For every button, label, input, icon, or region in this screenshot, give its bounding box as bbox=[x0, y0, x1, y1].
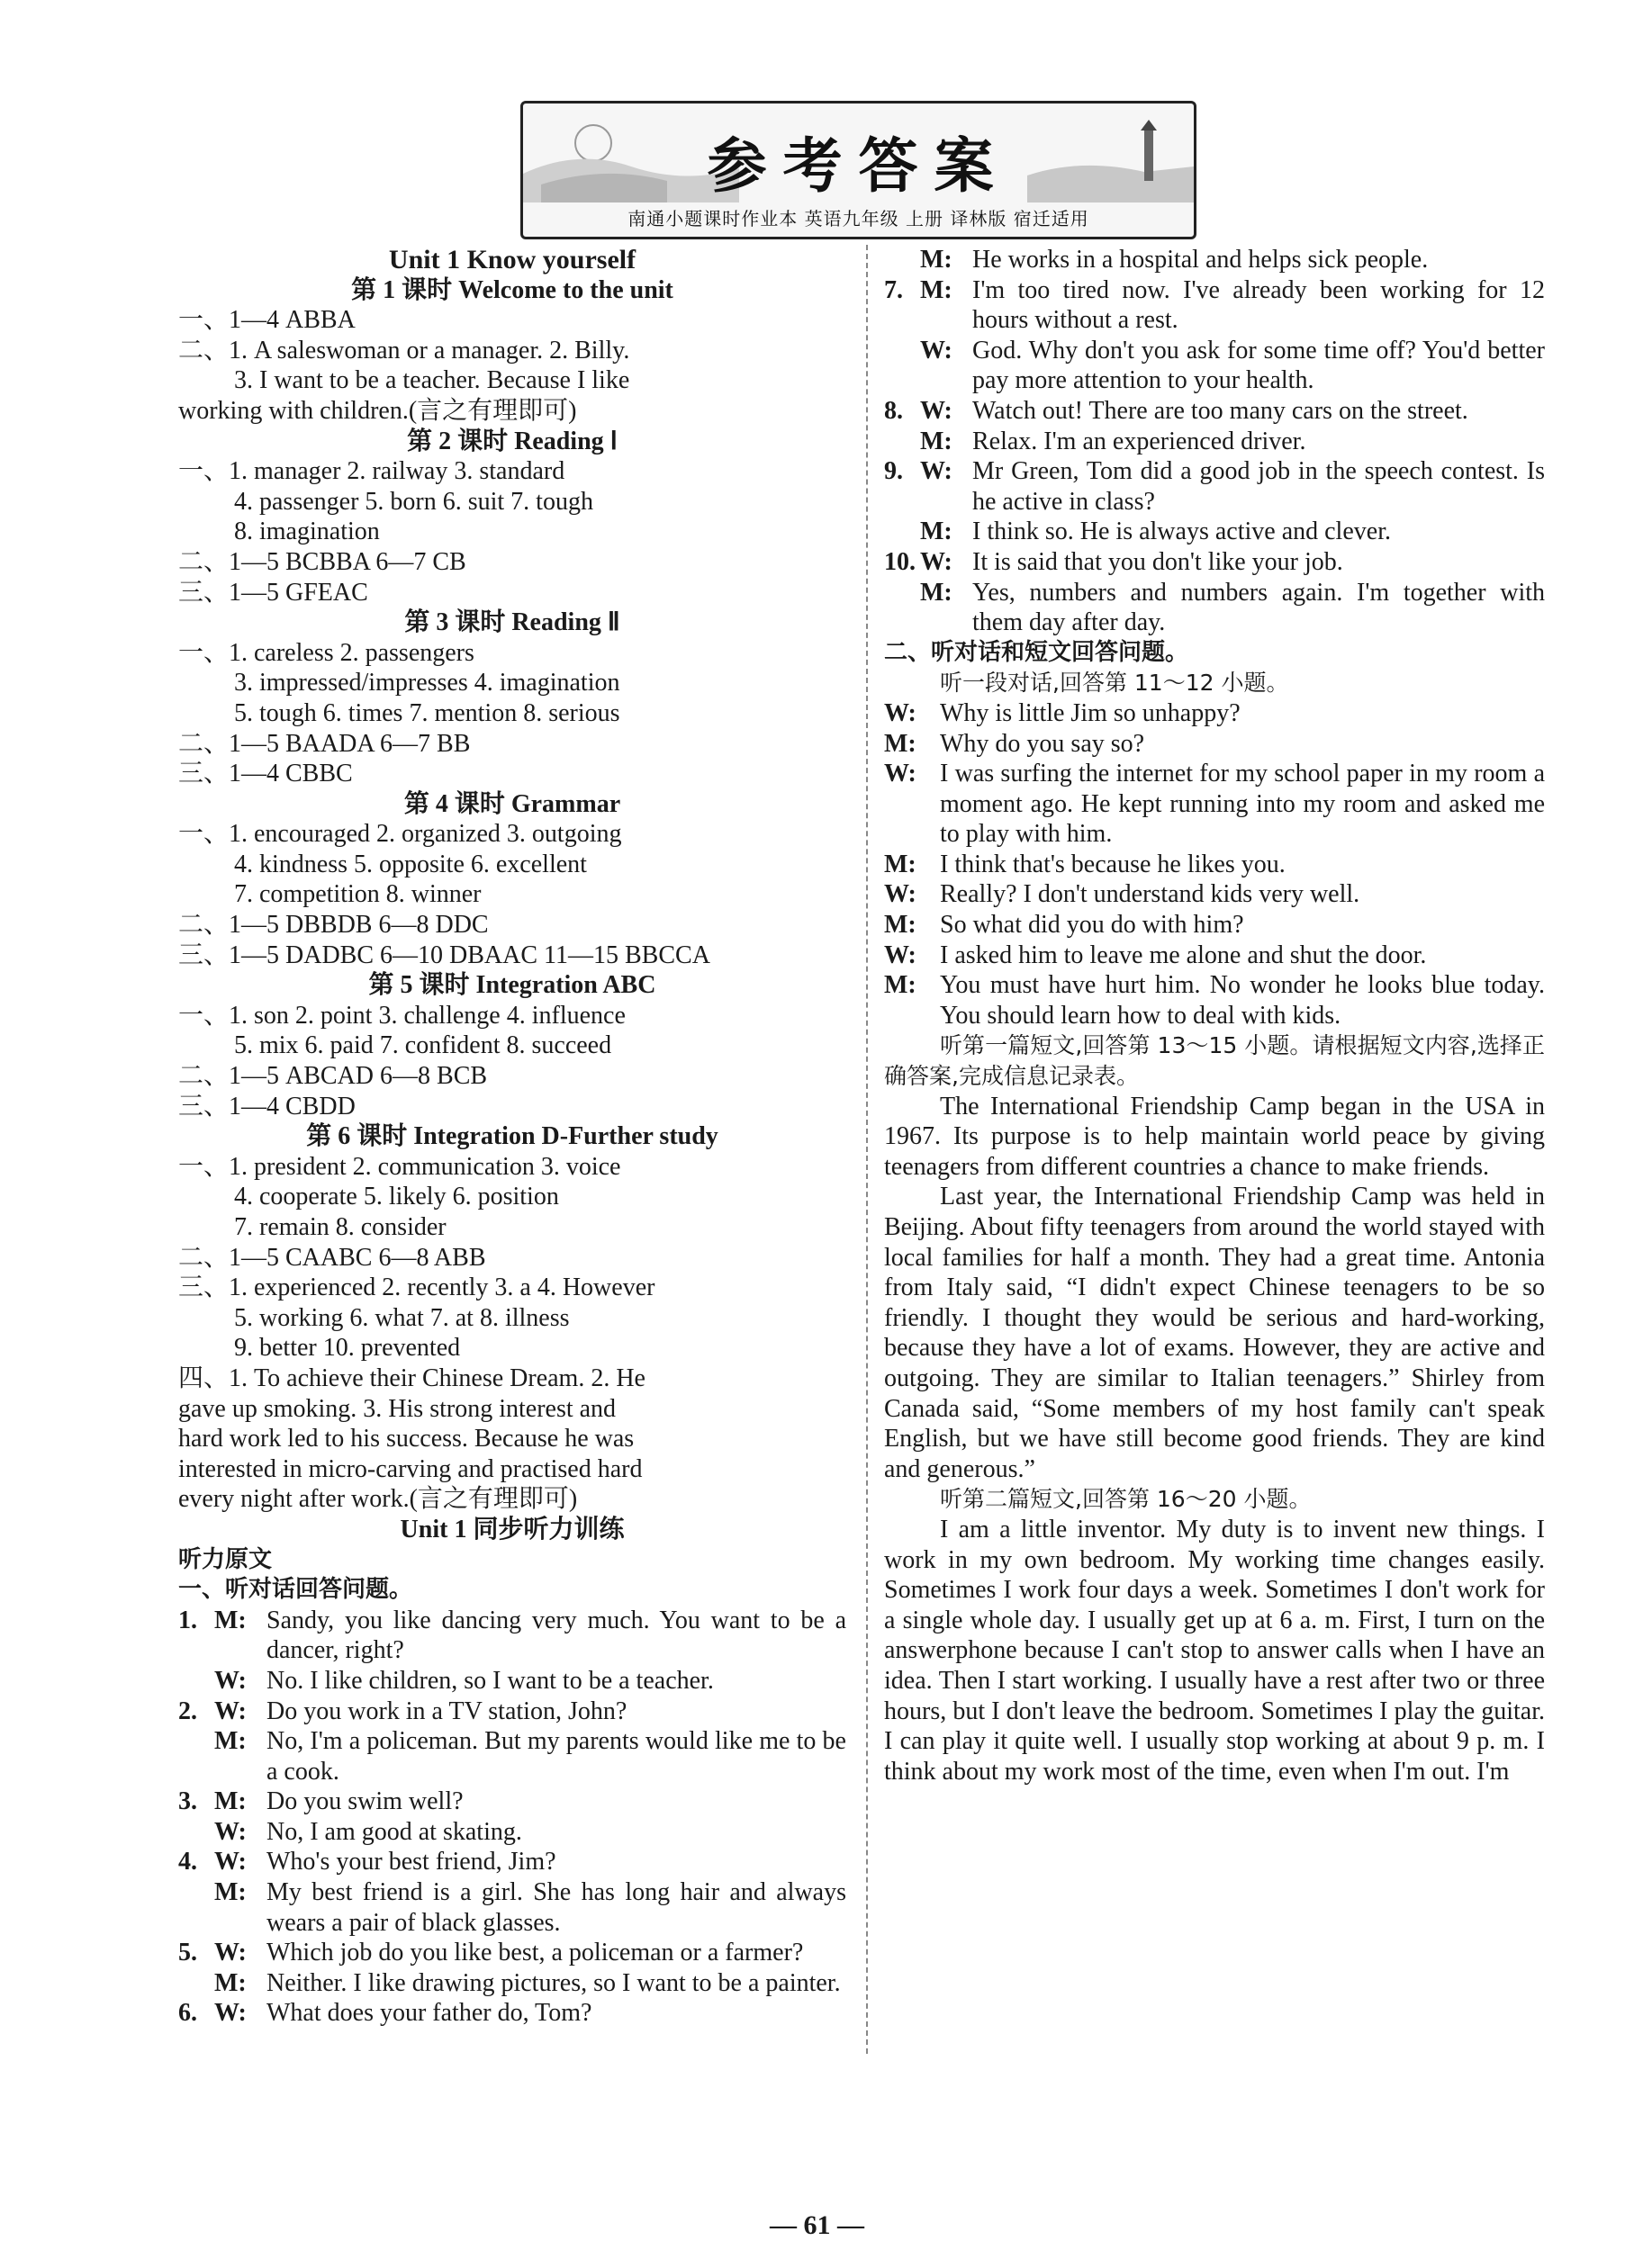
lesson-title: 第 1 课时 Welcome to the unit bbox=[351, 275, 673, 304]
answer-line: 一、1—4 ABBA bbox=[178, 306, 356, 335]
answer-line: 4. passenger 5. born 6. suit 7. tough bbox=[234, 487, 593, 516]
answer-line: 5. tough 6. times 7. mention 8. serious bbox=[234, 698, 620, 727]
answer-line: 4. cooperate 5. likely 6. position bbox=[234, 1183, 559, 1211]
instruction: 听第一篇短文,回答第 13～15 小题。请根据短文内容,选择正确答案,完成信息记录表。 bbox=[884, 1032, 1545, 1090]
answer-line: 二、1—5 BCBBA 6—7 CB bbox=[178, 547, 466, 576]
answer-line: every night after work.(言之有理即可) bbox=[178, 1485, 578, 1514]
answer-line: 7. competition 8. winner bbox=[234, 880, 482, 909]
lesson-title: 第 6 课时 Integration D-Further study bbox=[306, 1122, 718, 1151]
answer-line: 三、1—4 CBBC bbox=[178, 760, 353, 788]
answer-line: 三、1. experienced 2. recently 3. a 4. However bbox=[178, 1274, 655, 1302]
answer-line: 二、1. A saleswoman or a manager. 2. Billy. bbox=[178, 336, 630, 364]
answer-line: 4. kindness 5. opposite 6. excellent bbox=[234, 850, 587, 878]
book-subtitle: 南通小题课时作业本 英语九年级 上册 译林版 宿迁适用 bbox=[627, 208, 1089, 230]
page-number: — 61 — bbox=[770, 2210, 864, 2240]
answer-line: 三、1—5 GFEAC bbox=[178, 578, 368, 607]
answer-line: 二、1—5 DBBDB 6—8 DDC bbox=[178, 911, 489, 940]
dialog-line: 8. W: Watch out! There are too many cars on the street. bbox=[884, 396, 1468, 425]
dialog-line: 1. M: Sandy, you like dancing very much. You want to be a dancer, right? bbox=[178, 1606, 846, 1665]
section-heading: 二、听对话和短文回答问题。 bbox=[884, 638, 1189, 666]
answer-line: 四、1. To achieve their Chinese Dream. 2. He bbox=[178, 1364, 645, 1392]
answer-line: 5. working 6. what 7. at 8. illness bbox=[234, 1303, 570, 1332]
dialog-line: 9. W: Mr Green, Tom did a good job in the speech contest. Is he active in class? bbox=[884, 457, 1545, 516]
dialog-line: M: My best friend is a girl. She has long hair and always wears a pair of black glasses. bbox=[214, 1878, 846, 1937]
dialog-line: M: Neither. I like drawing pictures, so I want to be a painter. bbox=[214, 1968, 841, 1997]
passage-paragraph: Last year, the International Friendship Camp was held in Beijing. About fifty teenagers from around the world stayed with local families for half a month. They had a great time. Antonia from Italy said, “I didn't expect Chinese teenagers to be so friendly. I thought they would be serious and hard-working, because they have a lot of exams. However, they are active and outgoing. They are similar to Italian teenagers.” Shirley from Canada said, “Some members of my host family can't speak English, but we have still become good friends. They are kind and generous.” bbox=[884, 1183, 1545, 1483]
conversation-line: M: I think that's because he likes you. bbox=[884, 850, 1286, 878]
dialog-line: M: He works in a hospital and helps sick people. bbox=[920, 246, 1429, 274]
dialog-line: 10. W: It is said that you don't like your job. bbox=[884, 547, 1343, 576]
lesson-title: 第 4 课时 Grammar bbox=[403, 789, 621, 818]
dialog-line: M: Yes, numbers and numbers again. I'm together with them day after day. bbox=[920, 578, 1545, 637]
answer-line: 一、1. manager 2. railway 3. standard bbox=[178, 457, 565, 486]
answer-line: 二、1—5 CAABC 6—8 ABB bbox=[178, 1243, 486, 1272]
dialog-line: 7. M: I'm too tired now. I've already been working for 12 hours without a rest. bbox=[884, 275, 1545, 335]
dialog-line: M: I think so. He is always active and clever. bbox=[920, 518, 1391, 546]
conversation-line: M: You must have hurt him. No wonder he looks blue today. You should learn how to deal with kids. bbox=[884, 971, 1545, 1030]
dialog-line: M: No, I'm a policeman. But my parents would like me to be a cook. bbox=[214, 1727, 846, 1786]
answer-line: hard work led to his success. Because he was bbox=[178, 1425, 635, 1454]
conversation-line: W: I was surfing the internet for my school paper in my room a moment ago. He kept running into my room and asked me to play with him. bbox=[884, 760, 1545, 849]
listening-heading: 听力原文 bbox=[178, 1545, 273, 1573]
answer-line: 二、1—5 ABCAD 6—8 BCB bbox=[178, 1062, 488, 1091]
header-banner bbox=[520, 101, 1196, 239]
section-heading: 一、听对话回答问题。 bbox=[178, 1576, 413, 1604]
answer-line: 一、1. son 2. point 3. challenge 4. influence bbox=[178, 1001, 626, 1030]
page-title: 参考答案 bbox=[707, 131, 1010, 201]
lesson-title: 第 5 课时 Integration ABC bbox=[368, 971, 656, 1000]
answer-line: 三、1—4 CBDD bbox=[178, 1092, 356, 1120]
answer-line: 三、1—5 DADBC 6—10 DBAAC 11—15 BBCCA bbox=[178, 940, 710, 969]
answer-line: gave up smoking. 3. His strong interest and bbox=[178, 1394, 617, 1423]
dialog-line: 2. W: Do you work in a TV station, John? bbox=[178, 1696, 627, 1725]
dialog-line: W: No. I like children, so I want to be a teacher. bbox=[214, 1666, 714, 1695]
dialog-line: 6. W: What does your father do, Tom? bbox=[178, 1999, 592, 2028]
answer-line: 5. mix 6. paid 7. confident 8. succeed bbox=[234, 1031, 612, 1060]
left-column bbox=[178, 245, 846, 2029]
dialog-line: 5. W: Which job do you like best, a policeman or a farmer? bbox=[178, 1939, 804, 1967]
lesson-title: 第 3 课时 Reading Ⅱ bbox=[404, 608, 620, 637]
conversation-line: W: Really? I don't understand kids very well. bbox=[884, 880, 1360, 909]
answer-line: 一、1. careless 2. passengers bbox=[178, 638, 474, 667]
passage-paragraph: I am a little inventor. My duty is to invent new things. I work in my own bedroom. My working time changes easily. Sometimes I work four days a week. Sometimes I don't work for a single whole day. I usually get up at 6 a. m. First, I turn on the answerphone because I can't stop to answer calls when I have an idea. Then I start working. I usually have a rest after two or three hours, but I don't leave the bedroom. Sometimes I play the guitar. I can play it quite well. I usually stop working at about 9 p. m. I think about my work most of the time, even when I'm out. I'm bbox=[884, 1515, 1545, 1786]
dialog-line: M: Relax. I'm an experienced driver. bbox=[920, 427, 1306, 455]
right-column bbox=[884, 245, 1545, 1786]
sync-listening-title: Unit 1 同步听力训练 bbox=[400, 1515, 625, 1544]
answer-line: 3. impressed/impresses 4. imagination bbox=[234, 669, 620, 698]
conversation-line: W: Why is little Jim so unhappy? bbox=[884, 698, 1241, 727]
column-divider bbox=[866, 245, 868, 2054]
conversation-line: M: So what did you do with him? bbox=[884, 911, 1244, 940]
answer-line: interested in micro-carving and practised hard bbox=[178, 1454, 643, 1483]
unit-title: Unit 1 Know yourself bbox=[388, 245, 636, 274]
answer-line: 一、1. president 2. communication 3. voice bbox=[178, 1152, 621, 1181]
answer-line: 二、1—5 BAADA 6—7 BB bbox=[178, 729, 471, 758]
instruction: 听第二篇短文,回答第 16～20 小题。 bbox=[940, 1486, 1312, 1513]
instruction: 听一段对话,回答第 11～12 小题。 bbox=[940, 670, 1289, 697]
answer-line: 7. remain 8. consider bbox=[234, 1213, 447, 1241]
answer-line: 9. better 10. prevented bbox=[234, 1334, 461, 1363]
conversation-line: W: I asked him to leave me alone and shut the door. bbox=[884, 940, 1427, 969]
conversation-line: M: Why do you say so? bbox=[884, 729, 1145, 758]
dialog-line: W: God. Why don't you ask for some time off? You'd better pay more attention to your health. bbox=[920, 336, 1545, 395]
answer-line: 8. imagination bbox=[234, 518, 380, 546]
dialog-line: 3. M: Do you swim well? bbox=[178, 1787, 464, 1816]
answer-line: working with children.(言之有理即可) bbox=[178, 396, 577, 425]
dialog-line: 4. W: Who's your best friend, Jim? bbox=[178, 1848, 556, 1876]
passage-paragraph: The International Friendship Camp began in the USA in 1967. Its purpose is to help maintain world peace by giving teenagers from different countries a chance to make friends. bbox=[884, 1092, 1545, 1181]
answer-line: 3. I want to be a teacher. Because I like bbox=[234, 366, 630, 395]
answer-line: 一、1. encouraged 2. organized 3. outgoing bbox=[178, 820, 622, 849]
lesson-title: 第 2 课时 Reading Ⅰ bbox=[407, 427, 618, 455]
dialog-line: W: No, I am good at skating. bbox=[214, 1817, 522, 1846]
